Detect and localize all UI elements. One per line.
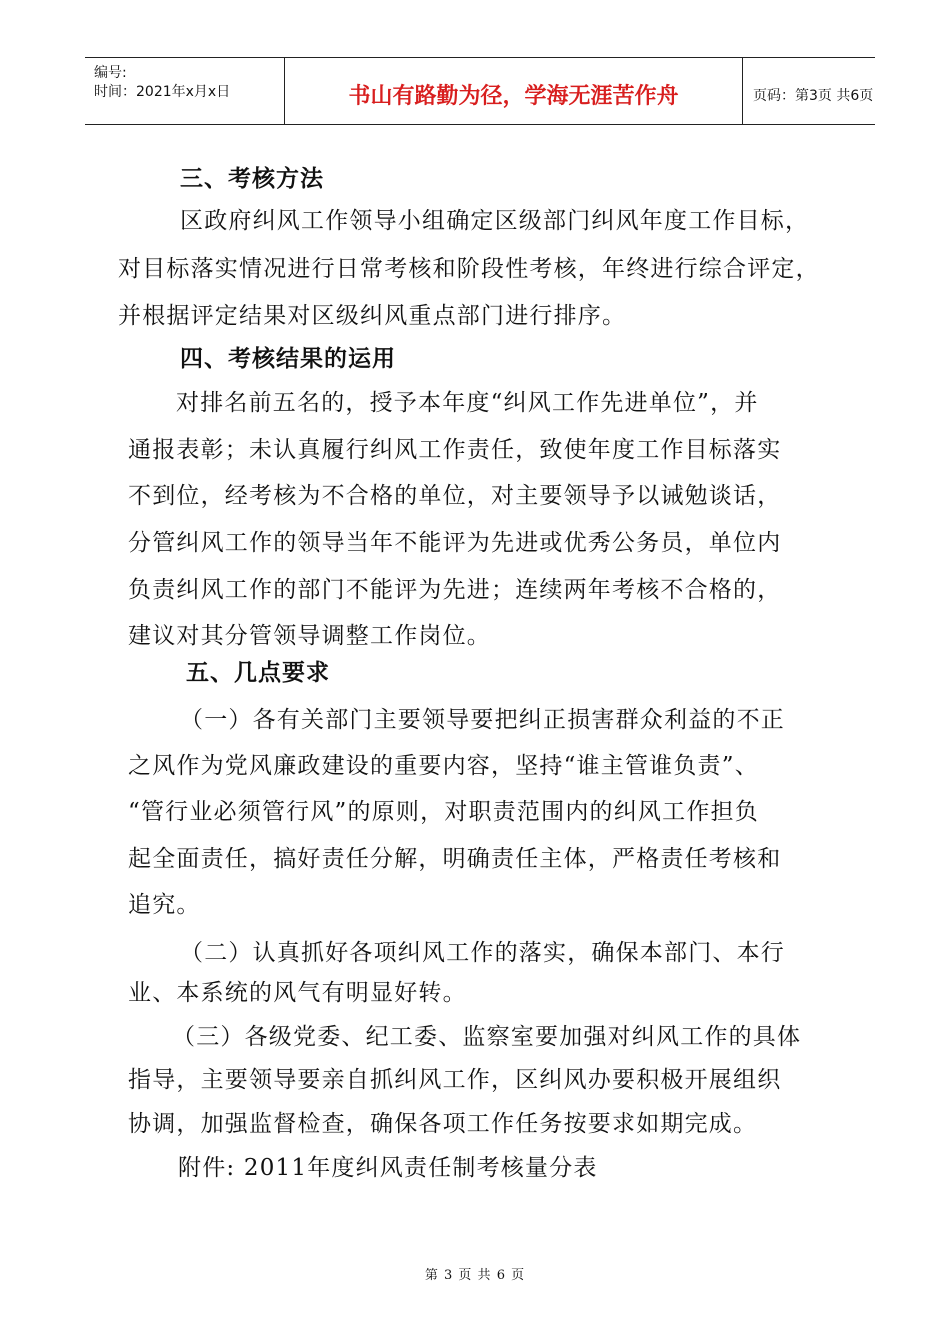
paragraph-line: 通报表彰；未认真履行纠风工作责任，致使年度工作目标落实 [128, 437, 782, 463]
header-middle-cell [285, 58, 743, 124]
header-motto: 书山有路勤为径，学海无涯苦作舟 [348, 84, 679, 109]
paragraph-line: 对排名前五名的，授予本年度“纠风工作先进单位”，并 [176, 390, 759, 416]
paragraph-line: （二）认真抓好各项纠风工作的落实，确保本部门、本行 [180, 940, 785, 966]
paragraph-line: 建议对其分管领导调整工作岗位。 [128, 623, 491, 649]
document-date-label: 时间：2021年x月x日 [94, 84, 231, 100]
paragraph-line: 指导，主要领导要亲自抓纠风工作，区纠风办要积极开展组织 [128, 1067, 782, 1093]
paragraph-line: 追究。 [128, 892, 201, 918]
paragraph-line: （一）各有关部门主要领导要把纠正损害群众利益的不正 [180, 707, 785, 733]
paragraph-line: 业、本系统的风气有明显好转。 [128, 980, 467, 1006]
paragraph-line: 起全面责任，搞好责任分解，明确责任主体，严格责任考核和 [128, 846, 782, 872]
page-header [85, 57, 875, 125]
section-heading-3: 三、考核方法 [180, 166, 324, 192]
paragraph-line: 对目标落实情况进行日常考核和阶段性考核，年终进行综合评定， [118, 256, 820, 282]
paragraph-line: 不到位，经考核为不合格的单位，对主要领导予以诫勉谈话， [128, 483, 782, 509]
paragraph-line: 并根据评定结果对区级纠风重点部门进行排序。 [118, 303, 627, 329]
section-heading-4: 四、考核结果的运用 [180, 346, 396, 372]
paragraph-line: （三）各级党委、纪工委、监察室要加强对纠风工作的具体 [172, 1024, 802, 1050]
page-footer: 第 3 页 共 6 页 [424, 1268, 526, 1283]
paragraph-line: 之风作为党风廉政建设的重要内容，坚持“谁主管谁负责”、 [128, 753, 759, 779]
paragraph-line: 协调，加强监督检查，确保各项工作任务按要求如期完成。 [128, 1111, 758, 1137]
paragraph-line: “管行业必须管行风”的原则，对职责范围内的纠风工作担负 [128, 799, 759, 825]
paragraph-line: 分管纠风工作的领导当年不能评为先进或优秀公务员，单位内 [128, 530, 782, 556]
paragraph-line: 负责纠风工作的部门不能评为先进；连续两年考核不合格的， [128, 577, 782, 603]
paragraph-line: 区政府纠风工作领导小组确定区级部门纠风年度工作目标， [180, 208, 810, 234]
header-page-number: 页码：第3页 共6页 [753, 88, 874, 104]
header-left-cell [85, 58, 285, 124]
attachment-note: 附件: 2011年度纠风责任制考核量分表 [178, 1155, 598, 1181]
document-code-label: 编号: [94, 65, 127, 81]
header-right-cell [743, 58, 875, 124]
section-heading-5: 五、几点要求 [186, 660, 330, 686]
